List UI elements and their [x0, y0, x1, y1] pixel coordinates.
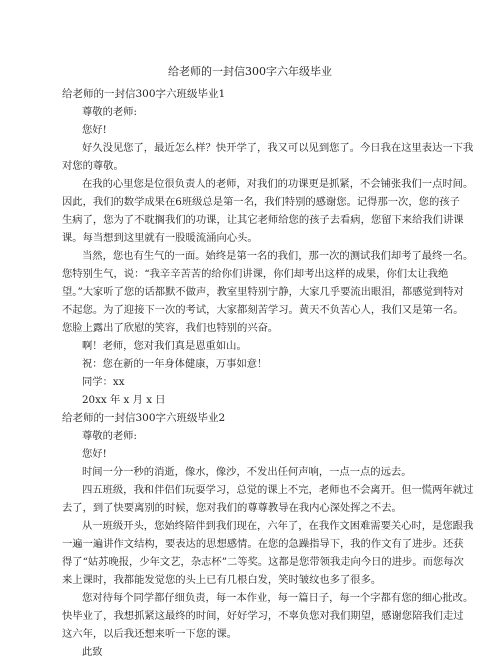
- paragraph-line: 在我的心里您是位很负责人的老师，对我们的功课更是抓紧，不会铺张我们一点时间。: [82, 178, 474, 190]
- document-title: 给老师的一封信300字六年级毕业: [168, 65, 332, 78]
- letter-salutation: 尊敬的老师:: [82, 106, 137, 118]
- paragraph-line: 因此，我们的数学成果在6班级总是第一名，我们特别的感谢您。记得那一次，您的孩子: [62, 196, 460, 208]
- letter-heading: 给老师的一封信300字六班级毕业1: [62, 88, 226, 100]
- paragraph-line: 望。”大家听了您的话都默不做声，教室里特别宁静，大家几乎要流出眼泪，都感觉到特对: [62, 286, 464, 298]
- paragraph-line: 生病了，您为了不耽搁我们的功课，让其它老师给您的孩子去看病，您留下来给我们讲课: [62, 214, 464, 226]
- paragraph-line: 祝：您在新的一年身体健康，万事如意！: [82, 358, 268, 370]
- letter-heading: 给老师的一封信300字六班级毕业2: [62, 412, 226, 424]
- paragraph-line: 您特别生气，说：“我辛辛苦苦的给你们讲课，你们却考出这样的成果，你们太让我绝: [62, 268, 449, 280]
- paragraph-line: 去了，到了快要离别的时候，您对我们的尊尊教导在我内心深处挥之不去。: [62, 502, 402, 514]
- paragraph-line: 从一班级开头，您始终陪伴到我们现在，六年了，在我作文困难需要关心时，是您跟我: [82, 520, 474, 532]
- paragraph-line: 当然，您也有生气的一面。始终是第一名的我们，那一次的测试我们却考了最终一名。: [82, 250, 474, 262]
- letter-greeting: 您好!: [82, 124, 107, 136]
- letter-salutation: 尊敬的老师:: [82, 430, 137, 442]
- paragraph-line: 得了“姑苏晚报，少年文艺，杂志杯”二等奖。这都是您带领我走向今日的进步。而您每次: [62, 556, 464, 568]
- paragraph-line: 好久没见您了，最近怎么样？快开学了，我又可以见到您了。今日我在这里表达一下我: [82, 142, 474, 154]
- paragraph-line: 快毕业了，我想抓紧这最终的时间，好好学习，不辜负您对我们期望，感谢您陪我们走过: [62, 610, 464, 622]
- letter-signature: 同学：xx: [82, 376, 125, 388]
- document-content: [62, 85, 474, 661]
- paragraph-line: 啊！老师，您对我们真是恩重如山。: [82, 340, 247, 352]
- paragraph-line: 课。每当想到这里就有一股暖流涌向心头。: [62, 232, 258, 244]
- paragraph-line: 不起您。为了迎接下一次的考试，大家都刻苦学习。黄天不负苦心人，我们又是第一名。: [62, 304, 464, 316]
- paragraph-line: 一遍一遍讲作文结构，要表达的思想感情。在您的急躁指导下，我的作文有了进步。还获: [62, 538, 464, 550]
- paragraph-line: 来上课时，我都能发觉您的头上已有几根白发，笑时皱纹也多了很多。: [62, 574, 382, 586]
- paragraph-line: 您对待每个同学都仔细负责，每一本作业，每一篇日子，每一个字都有您的细心批改。: [82, 592, 474, 604]
- paragraph-line: 这六年，以后我还想来听一下您的课。: [62, 628, 238, 640]
- letter-greeting: 您好!: [82, 448, 107, 460]
- letter-closing: 此致: [82, 646, 103, 658]
- paragraph-line: 时间一分一秒的消逝，像水，像沙，不发出任何声响，一点一点的远去。: [82, 466, 412, 478]
- paragraph-line: 您脸上露出了欣慰的笑容，我们也特别的兴奋。: [62, 322, 279, 334]
- letter-date: 20xx 年 x 月 x 日: [82, 394, 166, 406]
- paragraph-line: 对您的尊敬。: [62, 160, 124, 172]
- paragraph-line: 四五班级，我和伴侣们玩耍学习，总觉的课上不完，老师也不会离开。但一慌两年就过: [82, 484, 474, 496]
